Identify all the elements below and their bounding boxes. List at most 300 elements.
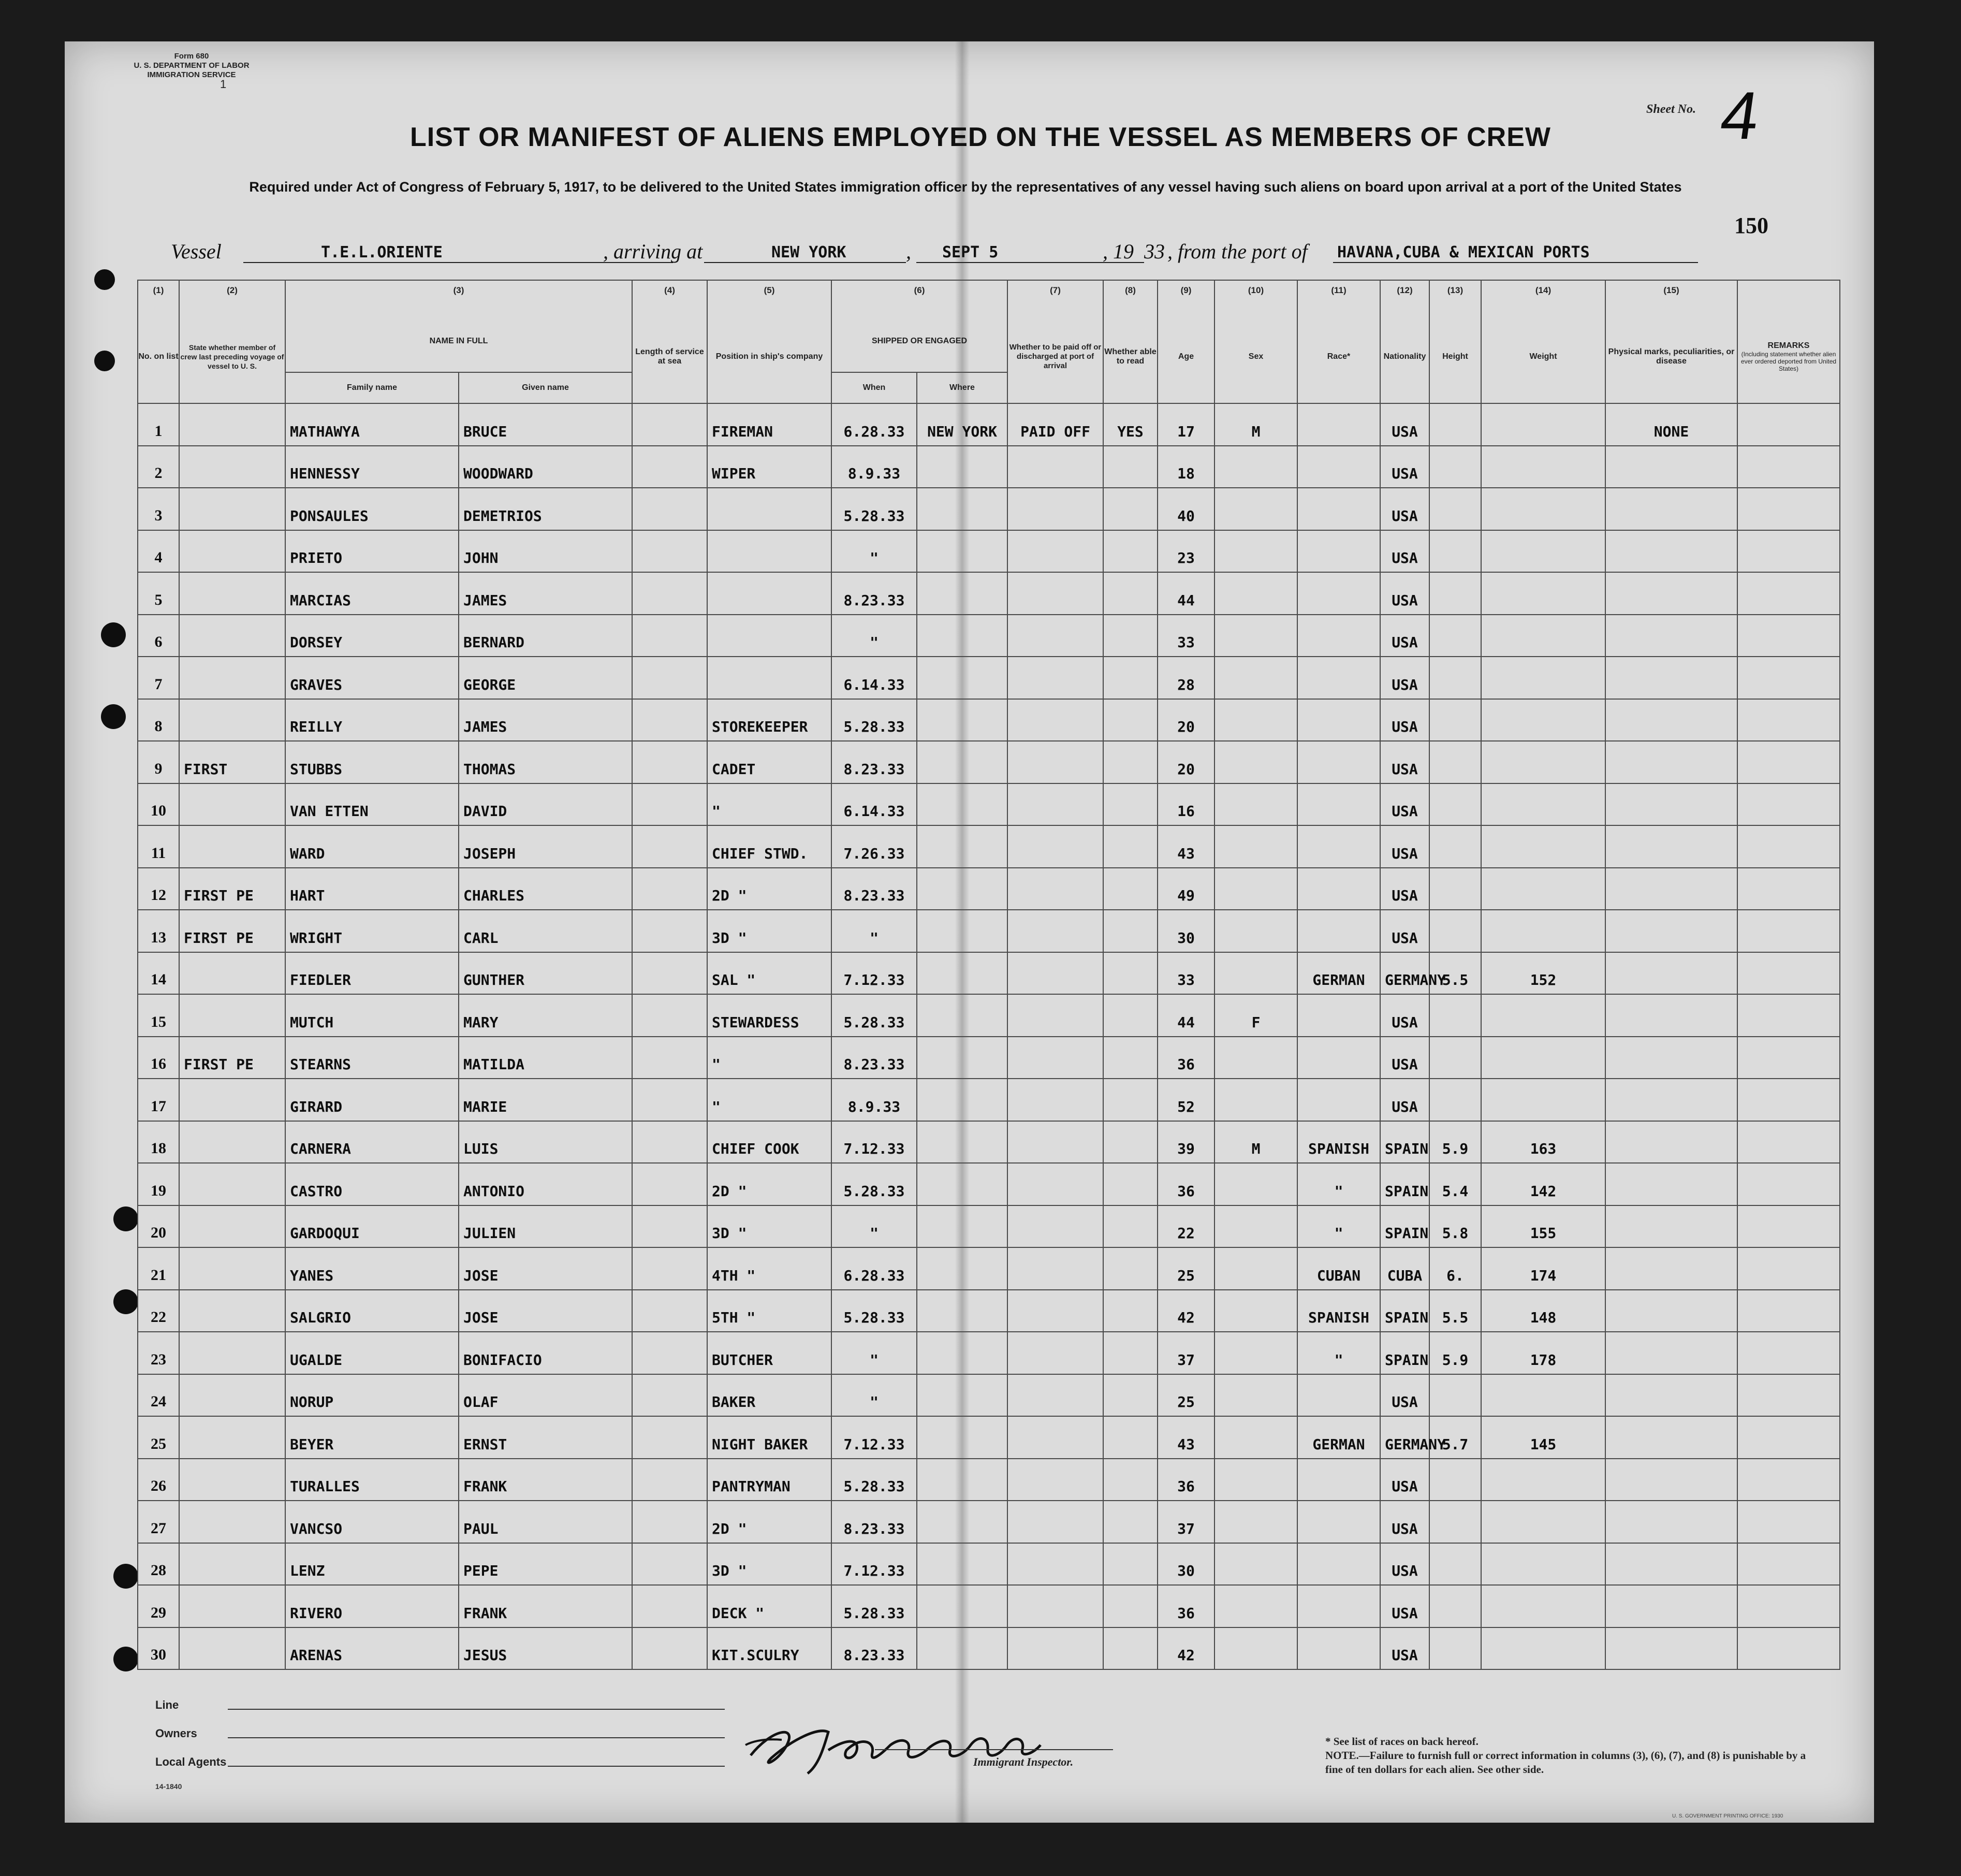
shipped-where-cell — [917, 994, 1007, 1037]
row-number: 5 — [138, 572, 179, 615]
row-number: 21 — [138, 1247, 179, 1290]
able-to-read-cell — [1103, 868, 1158, 910]
given-name-cell: BRUCE — [459, 403, 632, 446]
physical-marks-cell — [1605, 699, 1737, 741]
shipped-when-cell: " — [831, 615, 917, 657]
sex-cell — [1214, 952, 1297, 995]
length-service-cell — [632, 488, 707, 530]
paid-off-cell — [1007, 868, 1103, 910]
remarks-cell — [1737, 446, 1840, 488]
race-cell — [1297, 825, 1380, 868]
remarks-cell — [1737, 403, 1840, 446]
nationality-cell: USA — [1380, 741, 1429, 783]
race-cell — [1297, 1459, 1380, 1501]
paid-off-cell — [1007, 446, 1103, 488]
shipped-when-cell: " — [831, 530, 917, 573]
shipped-when-cell: 7.12.33 — [831, 1121, 917, 1164]
sex-cell — [1214, 1332, 1297, 1374]
sex-cell — [1214, 1459, 1297, 1501]
paid-off-cell — [1007, 741, 1103, 783]
row-number: 16 — [138, 1037, 179, 1079]
position-cell: SAL " — [707, 952, 831, 995]
age-cell: 22 — [1158, 1205, 1214, 1248]
length-service-cell — [632, 1416, 707, 1459]
family-name-cell: CASTRO — [285, 1163, 459, 1205]
age-cell: 20 — [1158, 741, 1214, 783]
height-cell — [1429, 910, 1481, 952]
punch-hole — [101, 704, 126, 729]
column-number: (15) — [1605, 280, 1737, 310]
paid-off-cell — [1007, 1205, 1103, 1248]
family-name-cell: MUTCH — [285, 994, 459, 1037]
shipped-when-cell: 5.28.33 — [831, 1585, 917, 1627]
remarks-cell — [1737, 952, 1840, 995]
weight-cell: 145 — [1481, 1416, 1605, 1459]
family-name-cell: REILLY — [285, 699, 459, 741]
header-able-read: Whether able to read — [1103, 310, 1158, 403]
shipped-when-cell: 7.12.33 — [831, 952, 917, 995]
weight-cell — [1481, 1037, 1605, 1079]
family-name-cell: PONSAULES — [285, 488, 459, 530]
race-cell — [1297, 403, 1380, 446]
physical-marks-cell — [1605, 488, 1737, 530]
column-number: (10) — [1214, 280, 1297, 310]
given-name-cell: CHARLES — [459, 868, 632, 910]
family-name-cell: TURALLES — [285, 1459, 459, 1501]
sex-cell — [1214, 1205, 1297, 1248]
race-cell — [1297, 1543, 1380, 1586]
sex-cell — [1214, 699, 1297, 741]
remarks-cell — [1737, 1332, 1840, 1374]
nationality-cell: USA — [1380, 783, 1429, 826]
nationality-cell: SPAIN — [1380, 1163, 1429, 1205]
length-service-cell — [632, 1247, 707, 1290]
penalty-note: NOTE.—Failure to furnish full or correct information in columns (3), (6), (7), and (8) is punishable by a fine of ten dollars for each alien. See other side. — [1325, 1749, 1806, 1776]
race-cell — [1297, 1079, 1380, 1121]
header-physical: Physical marks, peculiarities, or disease — [1605, 310, 1737, 403]
physical-marks-cell — [1605, 994, 1737, 1037]
height-cell: 6. — [1429, 1247, 1481, 1290]
physical-marks-cell — [1605, 572, 1737, 615]
weight-cell — [1481, 1585, 1605, 1627]
inspector-signature — [740, 1709, 1113, 1781]
family-name-cell: RIVERO — [285, 1585, 459, 1627]
shipped-where-cell — [917, 1543, 1007, 1586]
header-name-in-full: NAME IN FULL — [285, 310, 632, 372]
given-name-cell: JOSE — [459, 1247, 632, 1290]
age-cell: 23 — [1158, 530, 1214, 573]
length-service-cell — [632, 1501, 707, 1543]
remarks-cell — [1737, 1037, 1840, 1079]
sex-cell — [1214, 910, 1297, 952]
height-cell — [1429, 1501, 1481, 1543]
table-row — [138, 825, 1840, 868]
physical-marks-cell — [1605, 1247, 1737, 1290]
previous-voyage-cell — [179, 1543, 285, 1586]
physical-marks-cell — [1605, 1374, 1737, 1417]
age-cell: 44 — [1158, 994, 1214, 1037]
vessel-label: Vessel — [171, 240, 222, 263]
remarks-cell — [1737, 572, 1840, 615]
sex-cell — [1214, 1374, 1297, 1417]
able-to-read-cell — [1103, 1416, 1158, 1459]
table-row — [138, 1416, 1840, 1459]
position-cell: 2D " — [707, 1501, 831, 1543]
shipped-when-cell: 7.26.33 — [831, 825, 917, 868]
nationality-cell: USA — [1380, 1585, 1429, 1627]
shipped-where-cell — [917, 1332, 1007, 1374]
table-row — [138, 446, 1840, 488]
age-cell: 42 — [1158, 1627, 1214, 1670]
race-cell — [1297, 699, 1380, 741]
length-service-cell — [632, 783, 707, 826]
sex-cell — [1214, 868, 1297, 910]
races-note: * See list of races on back hereof. — [1325, 1735, 1479, 1748]
family-name-cell: GARDOQUI — [285, 1205, 459, 1248]
length-service-cell — [632, 530, 707, 573]
previous-voyage-cell — [179, 1205, 285, 1248]
race-cell: " — [1297, 1332, 1380, 1374]
paid-off-cell — [1007, 1416, 1103, 1459]
header-height: Height — [1429, 310, 1481, 403]
paid-off-cell — [1007, 1290, 1103, 1332]
length-service-cell — [632, 910, 707, 952]
previous-voyage-cell: FIRST — [179, 741, 285, 783]
length-service-cell — [632, 1037, 707, 1079]
arrival-date: SEPT 5 — [942, 243, 999, 261]
shipped-when-cell: 6.28.33 — [831, 403, 917, 446]
age-cell: 40 — [1158, 488, 1214, 530]
age-cell: 16 — [1158, 783, 1214, 826]
row-number: 11 — [138, 825, 179, 868]
shipped-where-cell — [917, 1585, 1007, 1627]
nationality-cell: USA — [1380, 868, 1429, 910]
form-identifier: Form 680 U. S. DEPARTMENT OF LABOR IMMIGRATION SERVICE 1 — [93, 52, 290, 89]
race-cell — [1297, 530, 1380, 573]
physical-marks-cell — [1605, 1543, 1737, 1586]
nationality-cell: USA — [1380, 1501, 1429, 1543]
remarks-cell — [1737, 1543, 1840, 1586]
remarks-cell — [1737, 1247, 1840, 1290]
header-paid-off: Whether to be paid off or discharged at port of arrival — [1007, 310, 1103, 403]
able-to-read-cell — [1103, 572, 1158, 615]
length-service-cell — [632, 699, 707, 741]
header-nationality: Nationality — [1380, 310, 1429, 403]
shipped-when-cell: 6.28.33 — [831, 1247, 917, 1290]
position-cell: " — [707, 1037, 831, 1079]
height-cell — [1429, 868, 1481, 910]
shipped-when-cell: 8.23.33 — [831, 868, 917, 910]
given-name-cell: MARIE — [459, 1079, 632, 1121]
paid-off-cell — [1007, 1585, 1103, 1627]
nationality-cell: GERMANY — [1380, 1416, 1429, 1459]
shipped-where-cell — [917, 1121, 1007, 1164]
nationality-cell: USA — [1380, 1627, 1429, 1670]
paid-off-cell — [1007, 910, 1103, 952]
sex-cell — [1214, 1037, 1297, 1079]
table-row — [138, 1290, 1840, 1332]
age-cell: 37 — [1158, 1332, 1214, 1374]
row-number: 30 — [138, 1627, 179, 1670]
position-cell: STEWARDESS — [707, 994, 831, 1037]
shipped-when-cell: 8.9.33 — [831, 446, 917, 488]
weight-cell — [1481, 741, 1605, 783]
age-cell: 37 — [1158, 1501, 1214, 1543]
departure-port: HAVANA,CUBA & MEXICAN PORTS — [1337, 243, 1590, 261]
age-cell: 44 — [1158, 572, 1214, 615]
table-row — [138, 952, 1840, 995]
position-cell: BUTCHER — [707, 1332, 831, 1374]
race-cell — [1297, 657, 1380, 699]
table-row — [138, 1079, 1840, 1121]
race-cell — [1297, 1037, 1380, 1079]
row-number: 10 — [138, 783, 179, 826]
remarks-cell — [1737, 741, 1840, 783]
shipped-where-cell — [917, 1037, 1007, 1079]
paid-off-cell — [1007, 994, 1103, 1037]
sex-cell — [1214, 530, 1297, 573]
physical-marks-cell — [1605, 1459, 1737, 1501]
physical-marks-cell — [1605, 615, 1737, 657]
table-row — [138, 868, 1840, 910]
age-cell: 30 — [1158, 910, 1214, 952]
paid-off-cell: PAID OFF — [1007, 403, 1103, 446]
family-name-cell: VANCSO — [285, 1501, 459, 1543]
race-cell: " — [1297, 1205, 1380, 1248]
footnotes — [1325, 1735, 1822, 1777]
physical-marks-cell — [1605, 1121, 1737, 1164]
paid-off-cell — [1007, 657, 1103, 699]
given-name-cell: CARL — [459, 910, 632, 952]
given-name-cell: GUNTHER — [459, 952, 632, 995]
weight-cell — [1481, 699, 1605, 741]
remarks-cell — [1737, 1501, 1840, 1543]
nationality-cell: SPAIN — [1380, 1290, 1429, 1332]
column-number: (14) — [1481, 280, 1605, 310]
age-cell: 43 — [1158, 1416, 1214, 1459]
given-name-cell: LUIS — [459, 1121, 632, 1164]
given-name-cell: MATILDA — [459, 1037, 632, 1079]
length-service-cell — [632, 1459, 707, 1501]
race-cell — [1297, 488, 1380, 530]
age-cell: 39 — [1158, 1121, 1214, 1164]
paid-off-cell — [1007, 952, 1103, 995]
punch-hole — [94, 351, 115, 371]
shipped-where-cell — [917, 572, 1007, 615]
weight-cell — [1481, 994, 1605, 1037]
column-number: (13) — [1429, 280, 1481, 310]
length-service-cell — [632, 1374, 707, 1417]
form-code: 14-1840 — [155, 1782, 182, 1791]
able-to-read-cell — [1103, 1332, 1158, 1374]
able-to-read-cell — [1103, 783, 1158, 826]
nationality-cell: SPAIN — [1380, 1332, 1429, 1374]
race-cell — [1297, 615, 1380, 657]
column-number: (5) — [707, 280, 831, 310]
given-name-cell: JAMES — [459, 572, 632, 615]
given-name-cell: FRANK — [459, 1585, 632, 1627]
sex-cell — [1214, 1543, 1297, 1586]
height-cell — [1429, 783, 1481, 826]
able-to-read-cell — [1103, 1543, 1158, 1586]
paid-off-cell — [1007, 699, 1103, 741]
page-title: LIST OR MANIFEST OF ALIENS EMPLOYED ON THE VESSEL AS MEMBERS OF CREW — [410, 122, 1551, 152]
remarks-cell — [1737, 1416, 1840, 1459]
line-label: Line — [155, 1698, 725, 1712]
shipped-where-cell — [917, 952, 1007, 995]
row-number: 29 — [138, 1585, 179, 1627]
paid-off-cell — [1007, 488, 1103, 530]
table-row — [138, 783, 1840, 826]
shipped-when-cell: 7.12.33 — [831, 1543, 917, 1586]
family-name-cell: ARENAS — [285, 1627, 459, 1670]
table-row — [138, 615, 1840, 657]
previous-voyage-cell — [179, 446, 285, 488]
shipped-where-cell: NEW YORK — [917, 403, 1007, 446]
given-name-cell: DAVID — [459, 783, 632, 826]
year-prefix: , 19 — [1103, 240, 1134, 263]
column-number: (8) — [1103, 280, 1158, 310]
sex-cell — [1214, 488, 1297, 530]
paid-off-cell — [1007, 783, 1103, 826]
paid-off-cell — [1007, 1459, 1103, 1501]
height-cell — [1429, 1459, 1481, 1501]
race-cell — [1297, 910, 1380, 952]
remarks-cell — [1737, 1627, 1840, 1670]
weight-cell — [1481, 1627, 1605, 1670]
physical-marks-cell — [1605, 657, 1737, 699]
height-cell — [1429, 530, 1481, 573]
shipped-where-cell — [917, 446, 1007, 488]
shipped-when-cell: 7.12.33 — [831, 1416, 917, 1459]
row-number: 7 — [138, 657, 179, 699]
age-cell: 36 — [1158, 1459, 1214, 1501]
previous-voyage-cell: FIRST PE — [179, 1037, 285, 1079]
age-cell: 17 — [1158, 403, 1214, 446]
physical-marks-cell — [1605, 1163, 1737, 1205]
family-name-cell: VAN ETTEN — [285, 783, 459, 826]
header-given-name: Given name — [459, 372, 632, 403]
able-to-read-cell — [1103, 1037, 1158, 1079]
family-name-cell: HART — [285, 868, 459, 910]
height-cell — [1429, 1627, 1481, 1670]
race-cell: GERMAN — [1297, 952, 1380, 995]
position-cell: 3D " — [707, 1205, 831, 1248]
given-name-cell: PAUL — [459, 1501, 632, 1543]
family-name-cell: STEARNS — [285, 1037, 459, 1079]
nationality-cell: USA — [1380, 530, 1429, 573]
race-cell — [1297, 868, 1380, 910]
race-cell: CUBAN — [1297, 1247, 1380, 1290]
physical-marks-cell — [1605, 783, 1737, 826]
race-cell: SPANISH — [1297, 1121, 1380, 1164]
sex-cell — [1214, 1079, 1297, 1121]
given-name-cell: BERNARD — [459, 615, 632, 657]
punch-hole — [94, 269, 115, 290]
nationality-cell: CUBA — [1380, 1247, 1429, 1290]
height-cell — [1429, 1037, 1481, 1079]
family-name-cell: SALGRIO — [285, 1290, 459, 1332]
sex-cell — [1214, 446, 1297, 488]
able-to-read-cell — [1103, 1079, 1158, 1121]
sex-cell — [1214, 783, 1297, 826]
given-name-cell: FRANK — [459, 1459, 632, 1501]
length-service-cell — [632, 446, 707, 488]
arrival-year: 33 — [1144, 240, 1165, 263]
table-row — [138, 1332, 1840, 1374]
punch-hole — [113, 1564, 138, 1589]
sheet-code: 150 — [1734, 213, 1768, 238]
previous-voyage-cell — [179, 1163, 285, 1205]
weight-cell: 155 — [1481, 1205, 1605, 1248]
paid-off-cell — [1007, 1332, 1103, 1374]
row-number: 2 — [138, 446, 179, 488]
table-row — [138, 910, 1840, 952]
previous-voyage-cell: FIRST PE — [179, 910, 285, 952]
able-to-read-cell — [1103, 615, 1158, 657]
table-row — [138, 488, 1840, 530]
physical-marks-cell — [1605, 1205, 1737, 1248]
table-row — [138, 1501, 1840, 1543]
punch-hole — [113, 1289, 138, 1314]
shipped-where-cell — [917, 868, 1007, 910]
weight-cell — [1481, 615, 1605, 657]
shipped-when-cell: " — [831, 1332, 917, 1374]
header-family-name: Family name — [285, 372, 459, 403]
race-cell — [1297, 994, 1380, 1037]
weight-cell — [1481, 825, 1605, 868]
family-name-cell: WRIGHT — [285, 910, 459, 952]
remarks-cell — [1737, 1121, 1840, 1164]
length-service-cell — [632, 994, 707, 1037]
sex-cell: M — [1214, 1121, 1297, 1164]
physical-marks-cell — [1605, 1332, 1737, 1374]
sex-cell — [1214, 615, 1297, 657]
able-to-read-cell — [1103, 1163, 1158, 1205]
shipped-where-cell — [917, 783, 1007, 826]
table-row — [138, 657, 1840, 699]
physical-marks-cell — [1605, 1501, 1737, 1543]
height-cell — [1429, 572, 1481, 615]
paid-off-cell — [1007, 1374, 1103, 1417]
height-cell — [1429, 1585, 1481, 1627]
column-number — [1737, 280, 1840, 310]
remarks-cell — [1737, 530, 1840, 573]
shipped-when-cell: 5.28.33 — [831, 1163, 917, 1205]
family-name-cell: GIRARD — [285, 1079, 459, 1121]
row-number: 18 — [138, 1121, 179, 1164]
height-cell: 5.5 — [1429, 1290, 1481, 1332]
given-name-cell: OLAF — [459, 1374, 632, 1417]
remarks-cell — [1737, 783, 1840, 826]
given-name-cell: JAMES — [459, 699, 632, 741]
remarks-cell — [1737, 868, 1840, 910]
nationality-cell: USA — [1380, 1543, 1429, 1586]
family-name-cell: STUBBS — [285, 741, 459, 783]
row-number: 6 — [138, 615, 179, 657]
age-cell: 36 — [1158, 1585, 1214, 1627]
punch-hole — [113, 1206, 138, 1231]
previous-voyage-cell — [179, 1501, 285, 1543]
able-to-read-cell — [1103, 446, 1158, 488]
column-number: (2) — [179, 280, 285, 310]
weight-cell: 174 — [1481, 1247, 1605, 1290]
able-to-read-cell — [1103, 952, 1158, 995]
race-cell — [1297, 783, 1380, 826]
height-cell — [1429, 657, 1481, 699]
remarks-cell — [1737, 1374, 1840, 1417]
position-cell: WIPER — [707, 446, 831, 488]
